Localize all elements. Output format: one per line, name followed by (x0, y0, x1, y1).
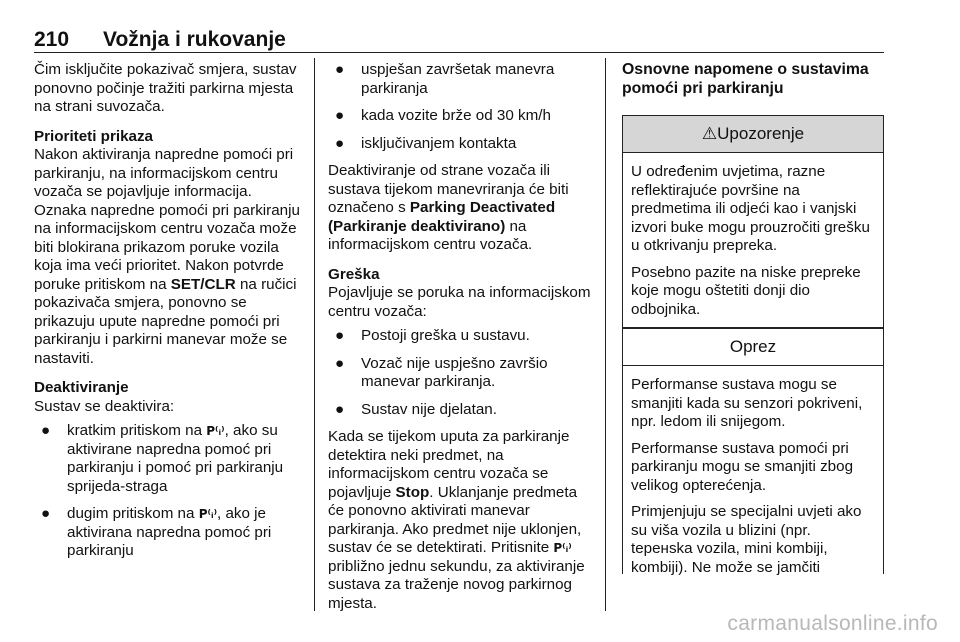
obstacle-text-a: Kada se tijekom uputa za parkiranje detektira neki predmet, na informacijskom centru vozača se pojavljuje (328, 428, 570, 501)
page-number: 210 (34, 28, 70, 51)
list-item (34, 422, 302, 496)
bullet-text: uspješan završetak manevra parkiranja (361, 61, 555, 97)
column-divider-2 (605, 58, 606, 611)
deactivation-section (34, 379, 302, 416)
bullet-text-b: , ako je aktivirana napredna pomoć pri parkiranju (67, 505, 272, 559)
section-heading: Osnovne napomene o sustavima pomoći pri parkiranju (622, 61, 869, 97)
column-3 (622, 61, 884, 108)
bullet-text-b: , ako su aktivirane napredna pomoć pri parkiranju i pomoć pri parkiranju sprijeda-straga (67, 422, 284, 495)
warning-icon: ⚠ (701, 124, 718, 143)
bullet-icon: ● (41, 505, 51, 522)
bullet-icon: ● (335, 107, 345, 124)
warning-header (623, 116, 883, 153)
deactivation-note (328, 162, 592, 255)
obstacle-text-c: približno jednu sekundu, za aktiviranje sustava za traženje novog parkirnog mjesta. (328, 557, 585, 612)
parking-assist-icon: P⁽ᵢ⁾ (553, 541, 572, 555)
priority-text-a: Nakon aktiviranja napredne pomoći pri parkiranju, na informacijskom centru vozača se pojavljuje informacija. Oznaka napredne pomoći pri parkiranju na informacijskom centru vozača može biti blokirana prikazom poruke vozila koja ima veći prioritet. Nakon potvrde poruke pritiskom na (34, 146, 300, 293)
caution-paragraph: Primjenjuju se specijalni uvjeti ako su viša vozila u blizini (npr. teренska vozila, mini kombiji, kombiji). Ne može se jamčiti (631, 503, 862, 576)
list-item (328, 61, 592, 98)
stop-message: Stop (395, 483, 430, 501)
bullet-text-a: dugim pritiskom na (67, 505, 199, 522)
error-section (328, 266, 592, 322)
set-clr-key: SET/CLR (170, 275, 236, 293)
deactivation-text: Sustav se deaktivira: (34, 397, 175, 415)
caution-paragraph: Performanse sustava pomoći pri parkiranju mogu se smanjiti zbog velikog opterećenja. (631, 439, 854, 494)
caution-paragraph: Performanse sustava mogu se smanjiti kada su senzori pokriveni, npr. ledom ili snijegom. (631, 376, 863, 430)
list-item (328, 355, 592, 392)
deact-text-a: Deaktiviranje od strane vozača ili sustava tijekom manevriranja će biti označeno s (328, 162, 569, 216)
bullet-icon: ● (335, 327, 345, 344)
warning-paragraph: Posebno pazite na niske prepreke koje mogu oštetiti donji dio odbojnika. (631, 263, 861, 318)
obstacle-text-b: . Uklanjanje predmeta će ponovno aktivirati manevar parkiranja. Ako predmet nije uklonjen, sustav će se detektirati. Pritisnite (328, 483, 582, 556)
list-item (328, 401, 592, 420)
warning-paragraph: U određenim uvjetima, razne reflektirajuće površine na predmetima ili odjeći kao i vanjski izvori buke mogu prouzročiti grešku u otkrivanju prepreka. (631, 163, 870, 254)
bullet-text: isključivanjem kontakta (361, 134, 517, 152)
warning-box (622, 115, 884, 328)
list-item (34, 505, 302, 561)
parking-assist-icon: P⁽ᵢ⁾ (206, 424, 225, 438)
bullet-icon: ● (335, 400, 345, 418)
column-1 (34, 61, 302, 570)
bullet-text: Vozač nije uspješno završio manevar parkiranja. (361, 354, 548, 390)
deactivation-heading: Deaktiviranje (34, 379, 129, 396)
intro-paragraph: Čim isključite pokazivač smjera, sustav ponovno počinje tražiti parkirna mjesta na strani suvozača. (34, 61, 297, 115)
priority-section (34, 128, 302, 369)
parking-assist-icon: P⁽ᵢ⁾ (198, 507, 218, 521)
bullet-text: Sustav nije djelatan. (361, 400, 497, 418)
warning-body (623, 153, 883, 319)
caution-body (623, 366, 883, 577)
bullet-icon: ● (335, 61, 345, 78)
deact-text-b: na informacijskom centru vozača. (328, 217, 533, 253)
error-text: Pojavljuje se poruka na informacijskom centru vozača: (328, 284, 591, 320)
bullet-icon: ● (335, 134, 345, 152)
header-rule (34, 52, 884, 53)
bullet-icon: ● (335, 354, 345, 372)
bullet-text: kada vozite brže od 30 km/h (361, 107, 551, 124)
list-item (328, 135, 592, 154)
list-item (328, 327, 592, 346)
caution-box (622, 328, 884, 574)
list-item (328, 107, 592, 126)
warning-title: Upozorenje (717, 124, 805, 143)
priority-text-b: na ručici pokazivača smjera, ponovno se prikazuju upute napredne pomoći pri parkiranju i parkirni manevar može se nastaviti. (34, 275, 297, 367)
obstacle-paragraph (328, 428, 592, 613)
bullet-text-a: kratkim pritiskom na (67, 422, 207, 439)
error-heading: Greška (328, 265, 380, 283)
priority-heading: Prioriteti prikaza (34, 127, 154, 145)
page-title: Vožnja i rukovanje (103, 28, 286, 51)
page-header (34, 28, 884, 52)
watermark: carmanualsonline.info (727, 612, 938, 635)
column-divider-1 (314, 58, 315, 611)
caution-header: Oprez (623, 329, 883, 366)
bullet-text: Postoji greška u sustavu. (361, 327, 530, 344)
bullet-icon: ● (41, 422, 51, 439)
deact-message: Parking Deactivated (Parkiranje deaktivirano) (328, 199, 556, 235)
column-2 (328, 61, 592, 624)
